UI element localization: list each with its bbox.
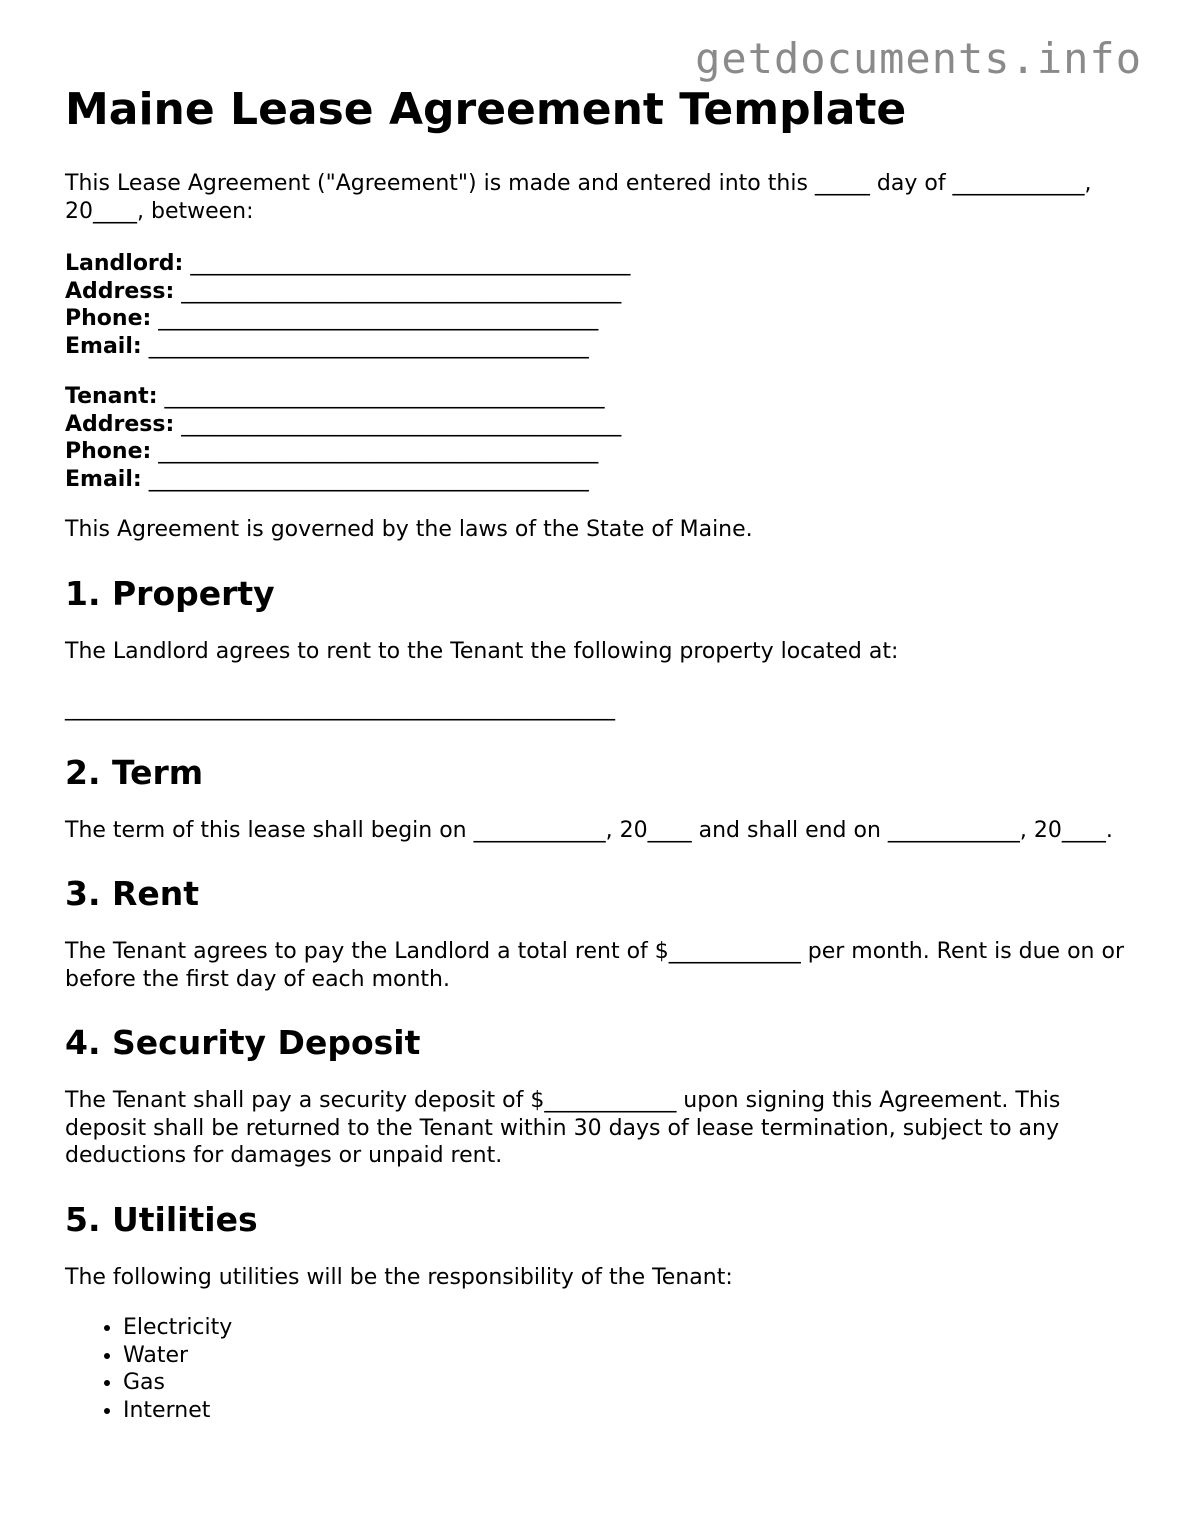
landlord-fields: [65, 250, 1125, 360]
landlord-phone-blank: ________________________________________: [158, 306, 599, 331]
tenant-phone-label: Phone:: [65, 439, 152, 464]
tenant-email-line: [65, 466, 1125, 494]
section-deposit-text: The Tenant shall pay a security deposit of $____________ upon signing this Agreement. This deposit shall be returned to the Tenant within 30 days of lease termination, subject to any deductions for damages or unpaid rent.: [65, 1088, 1061, 1168]
list-item: • Gas: [123, 1369, 1125, 1397]
tenant-address-blank: ________________________________________: [181, 411, 622, 437]
watermark: getdocuments.info: [695, 34, 1142, 83]
landlord-email-line: [65, 333, 1125, 361]
tenant-email-blank: ________________________________________: [148, 466, 589, 492]
property-address-blank: __________________________________________________: [65, 696, 615, 721]
landlord-address-blank: ________________________________________: [181, 278, 622, 304]
intro-paragraph: This Lease Agreement ("Agreement") is made and entered into this _____ day of ____________, 20____, between:: [65, 171, 1092, 224]
tenant-fields: [65, 383, 1125, 493]
tenant-phone-blank: ________________________________________: [158, 439, 599, 464]
section-property-text: The Landlord agrees to rent to the Tenant the following property located at:: [65, 638, 899, 664]
section-utilities-heading: 5. Utilities: [65, 1199, 258, 1239]
tenant-name-label: Tenant:: [65, 384, 158, 409]
landlord-phone-label: Phone:: [65, 306, 152, 331]
tenant-phone-line: [65, 438, 1125, 466]
landlord-address-label: Address:: [65, 278, 175, 304]
utilities-list: [65, 1314, 1125, 1424]
section-rent-heading: 3. Rent: [65, 874, 200, 913]
landlord-phone-line: [65, 305, 1125, 333]
tenant-email-label: Email:: [65, 466, 142, 492]
section-utilities-text: The following utilities will be the responsibility of the Tenant:: [65, 1264, 733, 1290]
landlord-email-blank: ________________________________________: [148, 333, 589, 359]
landlord-address-line: [65, 278, 1125, 306]
list-item: • Water: [123, 1342, 1125, 1370]
governing-law-paragraph: This Agreement is governed by the laws of the State of Maine.: [65, 517, 753, 542]
document-title: Maine Lease Agreement Template: [65, 84, 907, 135]
landlord-name-blank: ________________________________________: [190, 251, 631, 276]
list-item: • Electricity: [123, 1314, 1125, 1342]
section-deposit-heading: 4. Security Deposit: [65, 1023, 421, 1062]
list-item: • Internet: [123, 1397, 1125, 1425]
landlord-email-label: Email:: [65, 333, 142, 359]
tenant-address-line: [65, 411, 1125, 439]
tenant-name-blank: ________________________________________: [164, 384, 605, 409]
tenant-name-line: [65, 383, 1125, 411]
section-rent-text: The Tenant agrees to pay the Landlord a total rent of $____________ per month. Rent is due on or before the first day of each month.: [65, 939, 1124, 992]
landlord-name-label: Landlord:: [65, 251, 184, 276]
document-page: [65, 82, 1125, 1424]
landlord-name-line: [65, 250, 1125, 278]
section-term-text: The term of this lease shall begin on ____________, 20____ and shall end on ____________, 20____.: [65, 817, 1113, 843]
section-term-heading: 2. Term: [65, 752, 204, 792]
tenant-address-label: Address:: [65, 411, 175, 437]
section-property-heading: 1. Property: [65, 573, 275, 613]
